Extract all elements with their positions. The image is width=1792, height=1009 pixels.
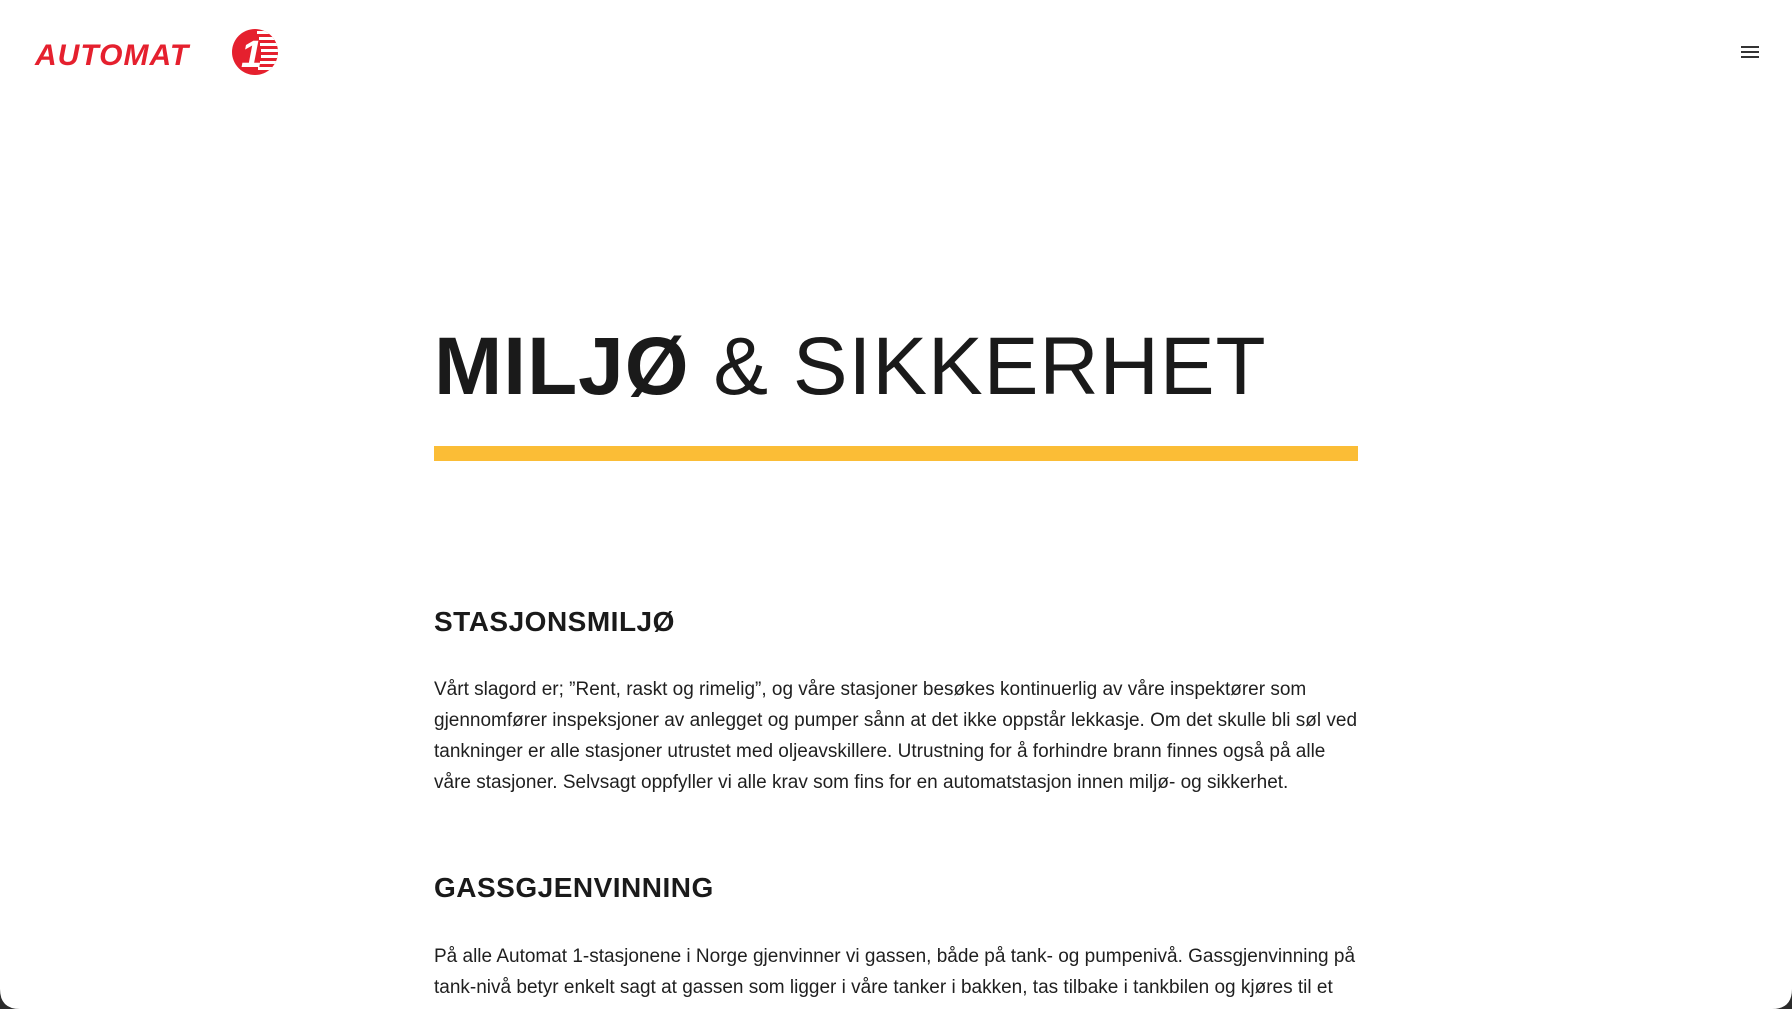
section-text-stasjonsmiljo: Vårt slagord er; ”Rent, raskt og rimelig”, og våre stasjoner besøkes kontinuerlig av våre inspektører som gjennomfører inspeksjoner av anlegget og pumper sånn at det ikke oppstår lekkasje. Om det skulle bli søl ved tankninger er alle stasjoner utrustet med oljeavskillere. Utrustning for å forhindre brann finnes også på alle våre stasjoner. Selvsagt oppfyller vi alle krav som fins for en automatstasjon innen miljø- og sikkerhet. — [434, 679, 1358, 793]
window-corner-right — [1772, 989, 1792, 1009]
page-title-bold: MILJØ — [434, 321, 690, 412]
site-header — [0, 0, 1792, 104]
automat1-logo-graphic — [33, 27, 280, 77]
section-heading-stasjonsmiljo: STASJONSMILJØ — [434, 606, 675, 637]
title-accent-rule — [434, 446, 1358, 461]
logo-one-badge — [232, 29, 280, 76]
section-heading-gassgjenvinning: GASSGJENVINNING — [434, 872, 714, 903]
logo-text: AUTOMAT — [35, 39, 190, 72]
logo-number: 1 — [241, 34, 263, 76]
hamburger-menu-button[interactable] — [1738, 40, 1762, 64]
page-title — [434, 317, 1358, 417]
section-text-gassgjenvinning: På alle Automat 1-stasjonene i Norge gjenvinner vi gassen, både på tank- og pumpenivå. Gassgjenvinning på tank-nivå betyr enkelt sagt at gassen som ligger i våre tanker i bakken, tas tilbake i tankbilen og kjøres til et — [434, 946, 1356, 998]
hamburger-menu-icon — [1738, 40, 1762, 64]
page-title-light: & SIKKERHET — [713, 321, 1267, 412]
automat1-logo[interactable] — [33, 27, 280, 77]
window-corner-left — [0, 989, 20, 1009]
